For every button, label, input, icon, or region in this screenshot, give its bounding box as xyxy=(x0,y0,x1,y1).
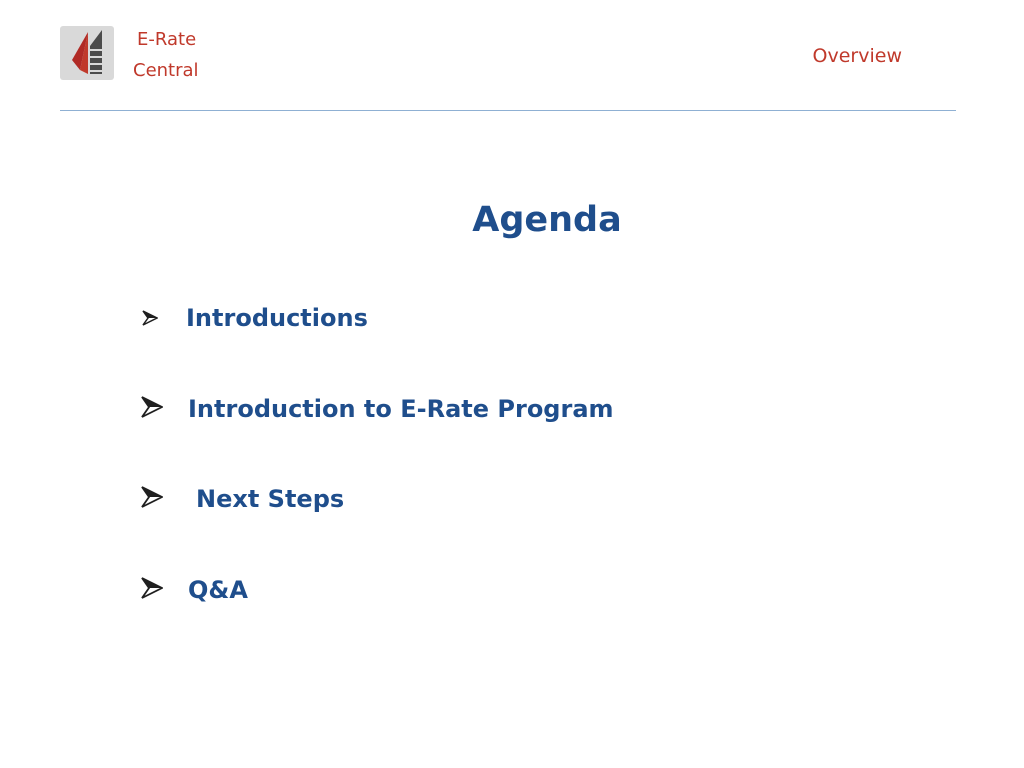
agenda-item xyxy=(0,300,800,340)
arrowhead-bullet-icon xyxy=(141,486,163,508)
arrowhead-bullet-icon xyxy=(141,396,163,418)
arrowhead-bullet-icon xyxy=(141,577,163,599)
logo-wordmark xyxy=(133,24,199,86)
agenda-item-label: Next Steps xyxy=(196,485,345,513)
agenda-item-label: Q&A xyxy=(188,576,248,604)
arrowhead-bullet-icon xyxy=(142,310,158,326)
logo-line-1: E-Rate xyxy=(137,29,197,50)
header-divider xyxy=(60,110,956,111)
section-label: Overview xyxy=(812,45,902,67)
agenda-item-label: Introductions xyxy=(186,304,368,332)
e-rate-central-logo-icon xyxy=(60,26,114,80)
logo-line-2: Central xyxy=(133,60,199,81)
agenda-item xyxy=(0,571,800,611)
agenda-item xyxy=(0,390,800,430)
agenda-item-label: Introduction to E-Rate Program xyxy=(188,395,614,423)
agenda-item xyxy=(0,480,800,520)
slide-title: Agenda xyxy=(472,200,622,240)
